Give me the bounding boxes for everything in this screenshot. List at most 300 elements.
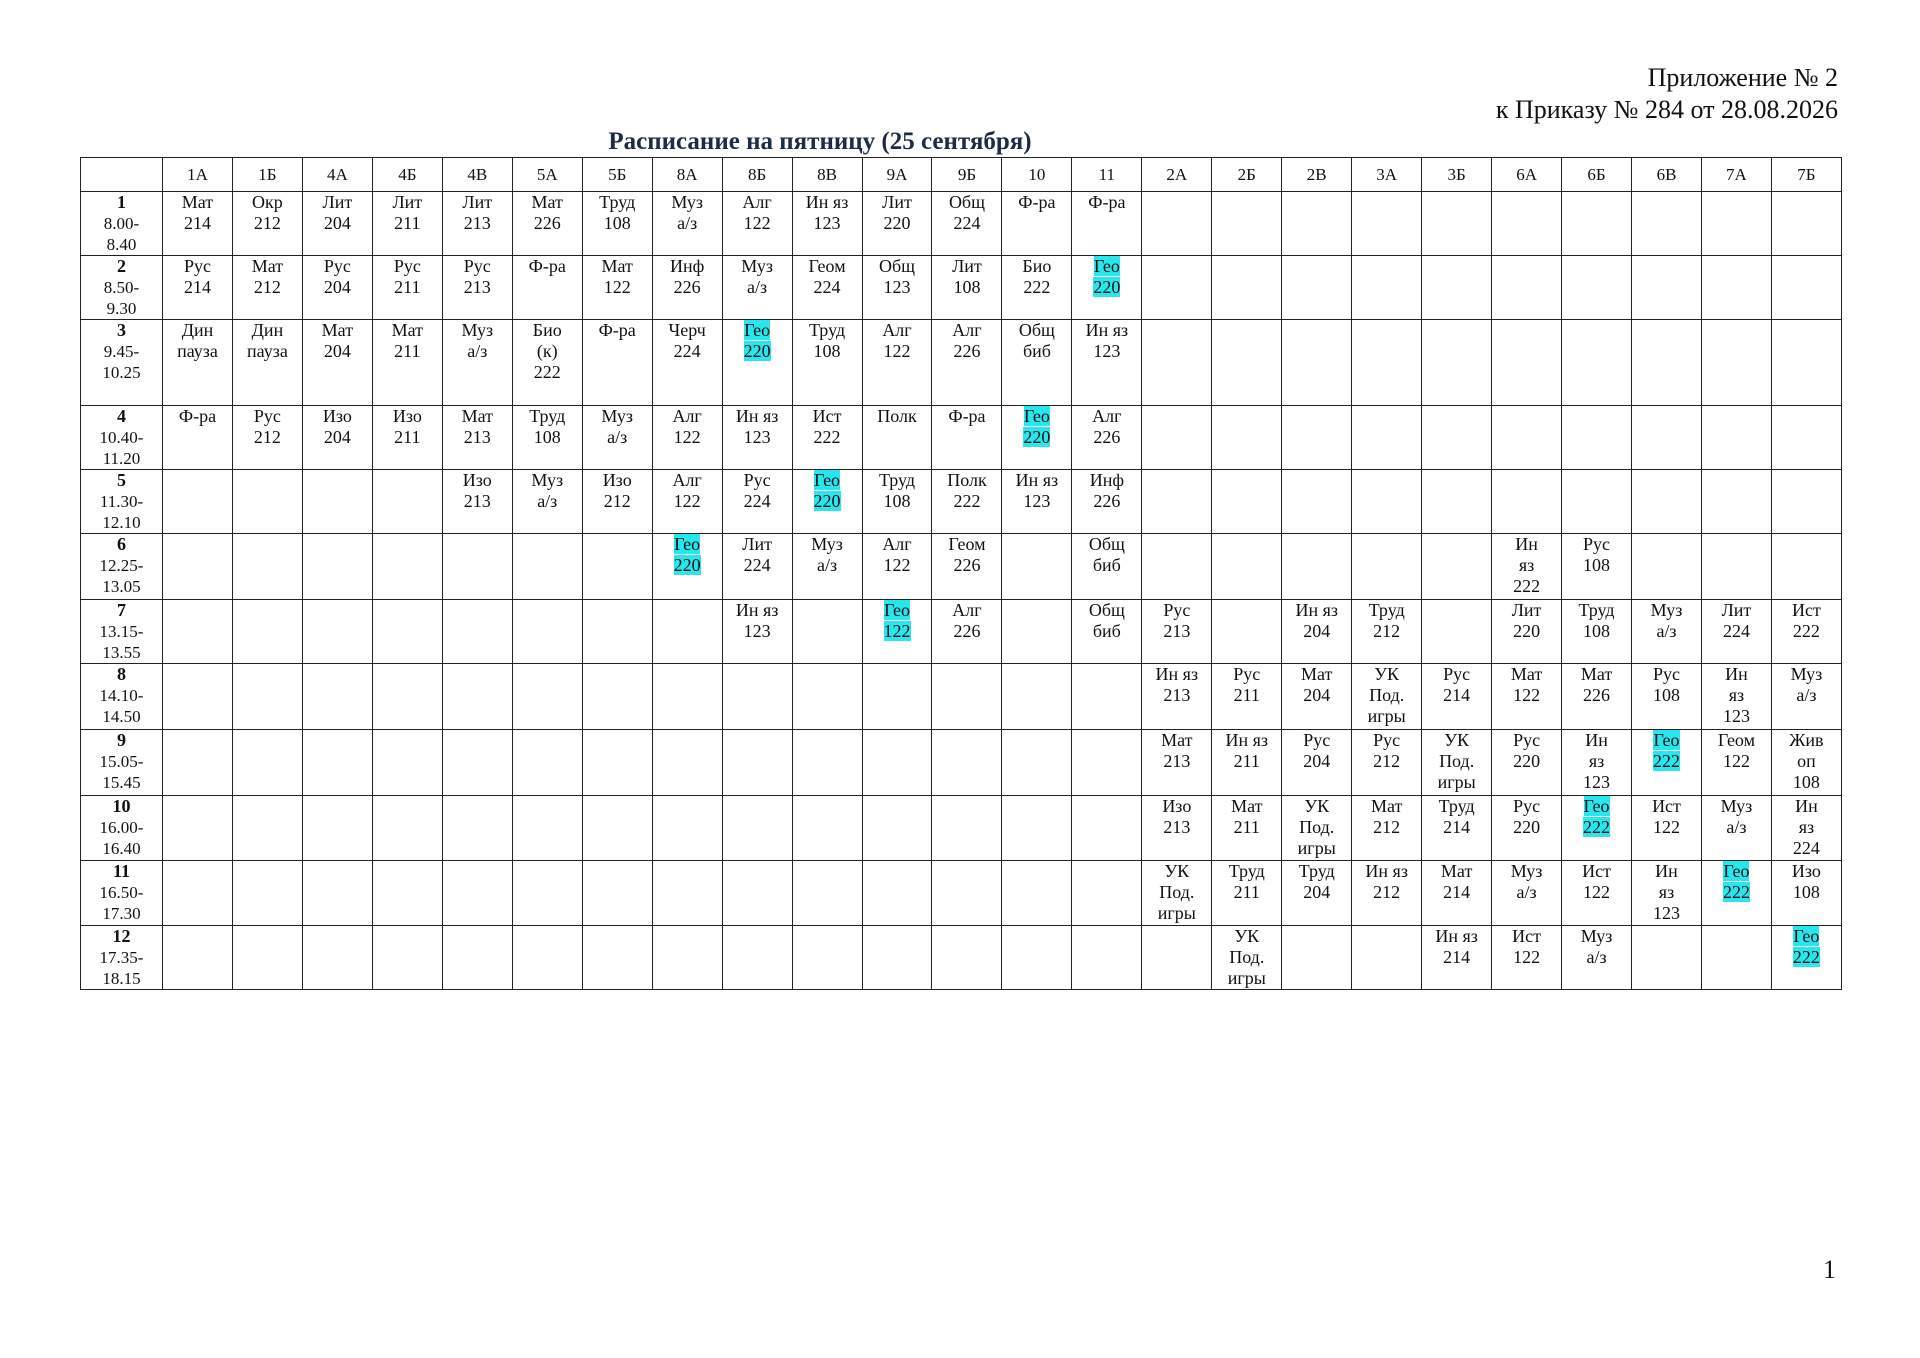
schedule-cell-2А — [1142, 406, 1212, 470]
schedule-cell-7Б — [1771, 796, 1841, 861]
schedule-cell-4В — [442, 192, 512, 256]
table-row — [81, 926, 1842, 990]
subject-text: Мат — [1301, 664, 1333, 684]
subject-text: Мат — [391, 320, 424, 340]
subject-text: Мат — [461, 406, 493, 426]
subject-text: Дин — [181, 320, 214, 340]
schedule-cell-9А — [862, 470, 932, 534]
schedule-cell-10 — [1002, 534, 1072, 600]
subject-text: Изо — [392, 406, 422, 426]
subject-text: Изо — [1791, 861, 1821, 881]
subject-text: Труд — [1298, 861, 1335, 881]
lesson-time-cell — [81, 256, 163, 320]
lesson-time: 8.40 — [106, 235, 137, 254]
subject-text: 213 — [463, 213, 491, 233]
subject-text: 122 — [743, 213, 771, 233]
subject-text: Лит — [882, 192, 912, 212]
subject-text: Мат — [321, 320, 354, 340]
subject-text: биб — [1092, 621, 1121, 641]
subject-text: Гео — [1793, 926, 1820, 946]
schedule-cell-8А — [652, 534, 722, 600]
class-header-4А: 4А — [302, 158, 372, 192]
subject-text: Ф-ра — [1018, 192, 1056, 212]
subject-text: 108 — [1792, 882, 1820, 902]
schedule-cell-2В — [1282, 534, 1352, 600]
subject-text: 204 — [1303, 621, 1331, 641]
schedule-cell-7А — [1701, 926, 1771, 990]
schedule-cell-8А — [652, 406, 722, 470]
subject-text: 213 — [463, 277, 491, 297]
subject-text: 214 — [1443, 817, 1471, 837]
subject-text: 213 — [1163, 751, 1191, 771]
schedule-cell-3А — [1352, 320, 1422, 406]
subject-text: Общ — [1018, 320, 1055, 340]
schedule-cell-3Б — [1422, 664, 1492, 730]
schedule-cell-1А — [163, 470, 233, 534]
subject-text: Окр — [252, 192, 283, 212]
schedule-cell-7Б — [1771, 470, 1841, 534]
lesson-time: 17.30 — [102, 904, 141, 923]
schedule-cell-10 — [1002, 730, 1072, 796]
class-header-6Б: 6Б — [1562, 158, 1632, 192]
lesson-time: 10.40- — [99, 428, 144, 447]
subject-text: Ин яз — [735, 600, 779, 620]
schedule-cell-6А — [1492, 730, 1562, 796]
subject-text: 213 — [1163, 817, 1191, 837]
schedule-cell-2А — [1142, 861, 1212, 926]
schedule-cell-1Б — [232, 796, 302, 861]
schedule-cell-6А — [1492, 256, 1562, 320]
subject-text: Рус — [1303, 730, 1331, 750]
subject-text: игры — [1227, 968, 1266, 988]
schedule-cell-9А — [862, 600, 932, 664]
schedule-cell-7Б — [1771, 861, 1841, 926]
subject-text: Ф-ра — [598, 320, 636, 340]
schedule-cell-2В — [1282, 406, 1352, 470]
schedule-cell-1А — [163, 600, 233, 664]
schedule-cell-8Б — [722, 534, 792, 600]
schedule-cell-9А — [862, 730, 932, 796]
lesson-time: 14.10- — [99, 686, 144, 705]
subject-text: 211 — [1233, 685, 1260, 705]
schedule-cell-7Б — [1771, 406, 1841, 470]
schedule-cell-9А — [862, 256, 932, 320]
class-header-3Б: 3Б — [1422, 158, 1492, 192]
schedule-cell-8В — [792, 664, 862, 730]
lesson-time: 9.30 — [106, 299, 137, 318]
subject-text: Мат — [181, 192, 214, 212]
class-header-4В: 4В — [442, 158, 512, 192]
schedule-cell-2В — [1282, 796, 1352, 861]
subject-text: Под. — [1299, 817, 1335, 837]
schedule-cell-4А — [302, 192, 372, 256]
schedule-cell-11 — [1072, 664, 1142, 730]
lesson-time-cell — [81, 664, 163, 730]
schedule-cell-4Б — [372, 796, 442, 861]
subject-text: 214 — [183, 277, 211, 297]
schedule-cell-1Б — [232, 664, 302, 730]
schedule-cell-1А — [163, 406, 233, 470]
schedule-cell-8Б — [722, 600, 792, 664]
subject-text: Рус — [1652, 664, 1680, 684]
schedule-cell-6Б — [1562, 406, 1632, 470]
subject-text: Под. — [1369, 685, 1405, 705]
schedule-cell-8А — [652, 320, 722, 406]
lesson-time: 14.50 — [102, 707, 141, 726]
subject-text: а/з — [537, 491, 558, 511]
subject-text: 226 — [1583, 685, 1611, 705]
subject-text: УК — [1304, 796, 1330, 816]
schedule-cell-1А — [163, 320, 233, 406]
schedule-cell-10 — [1002, 406, 1072, 470]
subject-text: 224 — [1792, 838, 1820, 858]
schedule-cell-1Б — [232, 470, 302, 534]
subject-text: Лит — [1721, 600, 1752, 620]
schedule-cell-2В — [1282, 320, 1352, 406]
subject-text: 214 — [1443, 947, 1471, 967]
subject-text: Рус — [463, 256, 491, 276]
subject-text: 212 — [1373, 621, 1401, 641]
subject-text: 204 — [323, 213, 351, 233]
schedule-cell-6В — [1632, 406, 1702, 470]
subject-text: Изо — [462, 470, 492, 490]
schedule-cell-8Б — [722, 664, 792, 730]
lesson-time: 16.50- — [99, 883, 144, 902]
schedule-cell-5Б — [582, 664, 652, 730]
subject-text: 212 — [253, 277, 281, 297]
schedule-cell-1Б — [232, 926, 302, 990]
table-row — [81, 730, 1842, 796]
subject-text: Муз — [1580, 926, 1613, 946]
subject-text: 212 — [603, 491, 631, 511]
subject-text: биб — [1022, 341, 1051, 361]
schedule-cell-6А — [1492, 320, 1562, 406]
schedule-cell-7А — [1701, 256, 1771, 320]
subject-text: Ин яз — [1155, 664, 1199, 684]
schedule-cell-4Б — [372, 320, 442, 406]
subject-text: 122 — [673, 491, 701, 511]
schedule-cell-8А — [652, 730, 722, 796]
lesson-number: 1 — [117, 192, 126, 212]
schedule-cell-2А — [1142, 796, 1212, 861]
table-row — [81, 320, 1842, 406]
schedule-cell-8Б — [722, 406, 792, 470]
schedule-cell-3Б — [1422, 861, 1492, 926]
subject-text: 204 — [323, 277, 351, 297]
subject-text: Гео — [883, 600, 911, 620]
schedule-cell-4Б — [372, 256, 442, 320]
schedule-cell-11 — [1072, 600, 1142, 664]
schedule-cell-5А — [512, 470, 582, 534]
class-header-8Б: 8Б — [722, 158, 792, 192]
schedule-cell-3Б — [1422, 796, 1492, 861]
subject-text: Лит — [322, 192, 353, 212]
schedule-cell-7Б — [1771, 664, 1841, 730]
schedule-cell-2В — [1282, 470, 1352, 534]
lesson-time: 15.45 — [102, 773, 141, 792]
schedule-cell-6Б — [1562, 256, 1632, 320]
schedule-header-row — [81, 158, 1842, 192]
schedule-cell-4Б — [372, 664, 442, 730]
subject-text: Алг — [952, 600, 982, 620]
subject-text: Рус — [183, 256, 211, 276]
class-header-4Б: 4Б — [372, 158, 442, 192]
schedule-cell-1А — [163, 730, 233, 796]
schedule-cell-1А — [163, 796, 233, 861]
subject-text: а/з — [817, 555, 838, 575]
subject-text: яз — [1728, 685, 1745, 705]
subject-text: 222 — [1583, 817, 1611, 837]
schedule-cell-9А — [862, 796, 932, 861]
schedule-cell-9А — [862, 664, 932, 730]
subject-text: Рус — [253, 406, 281, 426]
subject-text: 204 — [1303, 751, 1331, 771]
schedule-cell-7Б — [1771, 730, 1841, 796]
subject-text: 108 — [883, 491, 911, 511]
schedule-cell-1Б — [232, 256, 302, 320]
schedule-cell-8А — [652, 664, 722, 730]
schedule-cell-2В — [1282, 256, 1352, 320]
schedule-cell-1А — [163, 926, 233, 990]
lesson-time-cell — [81, 534, 163, 600]
schedule-cell-4В — [442, 320, 512, 406]
subject-text: Изо — [602, 470, 632, 490]
subject-text: а/з — [677, 213, 698, 233]
schedule-cell-8Б — [722, 256, 792, 320]
subject-text: Геом — [948, 534, 986, 554]
subject-text: Ин яз — [1295, 600, 1338, 620]
subject-text: Геом — [1717, 730, 1755, 750]
subject-text: 108 — [813, 341, 841, 361]
subject-text: Ист — [1512, 926, 1542, 946]
subject-text: 226 — [953, 555, 981, 575]
schedule-cell-3А — [1352, 664, 1422, 730]
subject-text: (к) — [536, 341, 558, 361]
schedule-cell-8А — [652, 192, 722, 256]
schedule-cell-4А — [302, 470, 372, 534]
subject-text: 222 — [1722, 882, 1750, 902]
subject-text: а/з — [1726, 817, 1747, 837]
lesson-time-cell — [81, 861, 163, 926]
subject-text: Гео — [1583, 796, 1610, 816]
subject-text: а/з — [467, 341, 488, 361]
subject-text: Муз — [601, 406, 634, 426]
subject-text: Муз — [671, 192, 703, 212]
lesson-time: 10.25 — [102, 363, 141, 382]
subject-text: Лит — [1511, 600, 1542, 620]
schedule-cell-4В — [442, 926, 512, 990]
table-row — [81, 192, 1842, 256]
lesson-number: 11 — [112, 861, 130, 881]
class-header-3А: 3А — [1352, 158, 1422, 192]
subject-text: Муз — [1720, 796, 1753, 816]
schedule-cell-9Б — [932, 470, 1002, 534]
subject-text: а/з — [1796, 685, 1817, 705]
schedule-cell-2А — [1142, 470, 1212, 534]
subject-text: Ин — [1655, 861, 1678, 881]
schedule-cell-8Б — [722, 320, 792, 406]
subject-text: 211 — [1233, 751, 1260, 771]
subject-text: 213 — [463, 491, 491, 511]
schedule-cell-5А — [512, 664, 582, 730]
lesson-time: 12.10 — [102, 513, 141, 532]
schedule-cell-5Б — [582, 796, 652, 861]
schedule-cell-2Б — [1212, 730, 1282, 796]
schedule-cell-3А — [1352, 406, 1422, 470]
subject-text: 220 — [1023, 427, 1051, 447]
schedule-cell-8Б — [722, 796, 792, 861]
schedule-cell-9Б — [932, 406, 1002, 470]
schedule-cell-9Б — [932, 256, 1002, 320]
schedule-cell-6В — [1632, 256, 1702, 320]
class-header-2А: 2А — [1142, 158, 1212, 192]
schedule-cell-7А — [1701, 470, 1771, 534]
schedule-cell-6В — [1632, 926, 1702, 990]
subject-text: 220 — [673, 555, 701, 575]
schedule-cell-9Б — [932, 926, 1002, 990]
subject-text: Ин яз — [1435, 926, 1478, 946]
schedule-cell-1А — [163, 861, 233, 926]
schedule-cell-6В — [1632, 192, 1702, 256]
subject-text: а/з — [747, 277, 768, 297]
schedule-cell-9А — [862, 192, 932, 256]
schedule-cell-5Б — [582, 192, 652, 256]
subject-text: Рус — [393, 256, 421, 276]
subject-text: Полк — [877, 406, 917, 426]
schedule-cell-3Б — [1422, 320, 1492, 406]
schedule-cell-4В — [442, 796, 512, 861]
class-header-9Б: 9Б — [932, 158, 1002, 192]
schedule-cell-2Б — [1212, 664, 1282, 730]
subject-text: 220 — [1093, 277, 1121, 297]
subject-text: 211 — [394, 427, 421, 447]
subject-text: Ин — [1515, 534, 1538, 554]
lesson-time: 8.00- — [103, 214, 140, 233]
subject-text: 211 — [394, 341, 421, 361]
schedule-cell-6А — [1492, 796, 1562, 861]
subject-text: 122 — [883, 555, 911, 575]
schedule-cell-3А — [1352, 600, 1422, 664]
schedule-cell-8В — [792, 406, 862, 470]
subject-text: Муз — [741, 256, 773, 276]
subject-text: Мат — [1161, 730, 1193, 750]
subject-text: 123 — [743, 427, 771, 447]
subject-text: 214 — [1443, 685, 1471, 705]
subject-text: Муз — [461, 320, 494, 340]
subject-text: а/з — [1516, 882, 1537, 902]
subject-text: 220 — [1513, 817, 1541, 837]
schedule-cell-2Б — [1212, 600, 1282, 664]
class-header-7А: 7А — [1701, 158, 1771, 192]
schedule-cell-9Б — [932, 861, 1002, 926]
schedule-cell-4А — [302, 320, 372, 406]
schedule-cell-4А — [302, 730, 372, 796]
subject-text: Мат — [601, 256, 633, 276]
schedule-cell-1Б — [232, 534, 302, 600]
schedule-cell-1Б — [232, 320, 302, 406]
subject-text: Общ — [1088, 534, 1125, 554]
schedule-cell-8В — [792, 926, 862, 990]
schedule-cell-1А — [163, 534, 233, 600]
schedule-cell-3Б — [1422, 534, 1492, 600]
subject-text: 224 — [1722, 621, 1750, 641]
table-row — [81, 861, 1842, 926]
subject-text: Труд — [1228, 861, 1265, 881]
schedule-cell-10 — [1002, 861, 1072, 926]
schedule-cell-5А — [512, 192, 582, 256]
schedule-cell-9Б — [932, 320, 1002, 406]
schedule-cell-8А — [652, 926, 722, 990]
schedule-cell-8Б — [722, 861, 792, 926]
schedule-cell-5Б — [582, 534, 652, 600]
schedule-cell-7Б — [1771, 926, 1841, 990]
schedule-cell-4Б — [372, 406, 442, 470]
schedule-cell-3Б — [1422, 730, 1492, 796]
schedule-cell-7А — [1701, 192, 1771, 256]
subject-text: Гео — [1653, 730, 1680, 750]
subject-text: 226 — [953, 341, 981, 361]
schedule-cell-7А — [1701, 730, 1771, 796]
header-corner-cell — [81, 158, 163, 192]
lesson-number: 4 — [117, 406, 126, 426]
subject-text: 220 — [883, 213, 911, 233]
schedule-cell-4В — [442, 600, 512, 664]
subject-text: Рус — [1583, 534, 1611, 554]
subject-text: Рус — [743, 470, 771, 490]
lesson-time: 8.50- — [103, 278, 140, 297]
schedule-cell-6Б — [1562, 926, 1632, 990]
schedule-cell-4А — [302, 534, 372, 600]
lesson-time: 11.20 — [102, 449, 141, 468]
schedule-cell-5Б — [582, 600, 652, 664]
schedule-cell-9Б — [932, 796, 1002, 861]
schedule-cell-1Б — [232, 406, 302, 470]
schedule-cell-11 — [1072, 796, 1142, 861]
subject-text: 213 — [1163, 621, 1191, 641]
lesson-number: 12 — [112, 926, 131, 946]
schedule-cell-6В — [1632, 600, 1702, 664]
schedule-cell-2В — [1282, 600, 1352, 664]
schedule-cell-8Б — [722, 192, 792, 256]
schedule-cell-10 — [1002, 470, 1072, 534]
schedule-cell-4А — [302, 256, 372, 320]
subject-text: 123 — [1722, 706, 1750, 726]
subject-text: Муз — [531, 470, 564, 490]
subject-text: Черч — [668, 320, 706, 340]
subject-text: 214 — [183, 213, 211, 233]
subject-text: Мат — [1231, 796, 1263, 816]
schedule-cell-6А — [1492, 664, 1562, 730]
schedule-cell-6В — [1632, 534, 1702, 600]
lesson-time: 16.00- — [99, 818, 144, 837]
subject-text: 226 — [1093, 427, 1121, 447]
schedule-cell-7Б — [1771, 600, 1841, 664]
subject-text: Ф-ра — [1088, 192, 1126, 212]
subject-text: 212 — [1373, 882, 1401, 902]
lesson-time: 13.15- — [99, 622, 144, 641]
schedule-cell-11 — [1072, 861, 1142, 926]
schedule-cell-2Б — [1212, 796, 1282, 861]
subject-text: Лит — [462, 192, 493, 212]
schedule-cell-2Б — [1212, 534, 1282, 600]
subject-text: яз — [1518, 555, 1535, 575]
subject-text: 122 — [883, 621, 911, 641]
subject-text: 204 — [1303, 685, 1331, 705]
schedule-cell-8В — [792, 192, 862, 256]
subject-text: а/з — [1586, 947, 1607, 967]
subject-text: 122 — [603, 277, 631, 297]
subject-text: Ин яз — [735, 406, 779, 426]
